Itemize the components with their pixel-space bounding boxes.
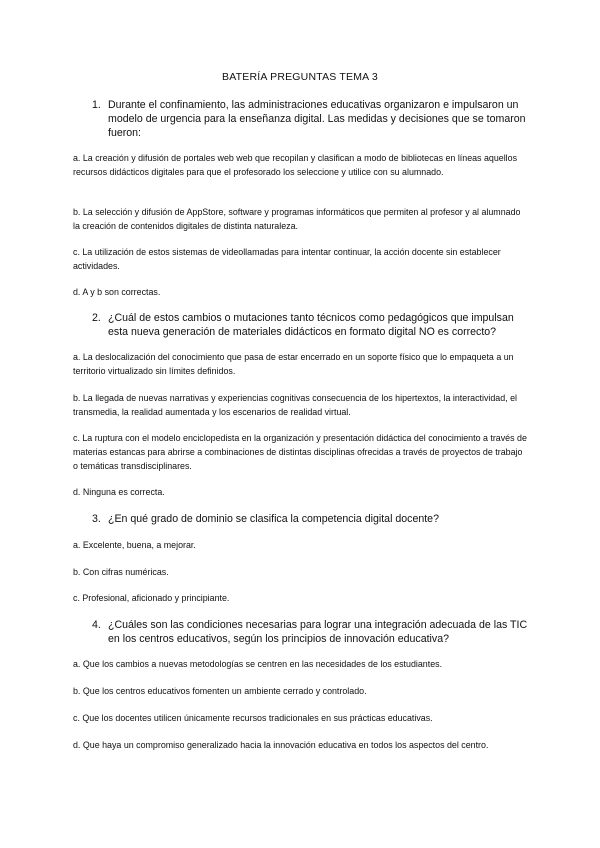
question-3: [92, 512, 532, 526]
option-1a: a. La creación y difusión de portales web web que recopilan y clasifican a modo de bibliotecas en líneas aquellos recursos didácticos digitales para que el profesorado los seleccione y utilice con su alumnado.: [73, 153, 518, 177]
question-text: ¿Cuáles son las condiciones necesarias para lograr una integración adecuada de las TIC en los centros educativos, según los principios de innovación educativa?: [108, 619, 528, 645]
question-text: Durante el confinamiento, las administraciones educativas organizaron e impulsaron un modelo de urgencia para la enseñanza digital. Las medidas y decisiones que se tomaron fueron:: [108, 99, 526, 139]
question-number: 4.: [92, 619, 101, 631]
option-2b: b. La llegada de nuevas narrativas y experiencias cognitivas consecuencia de los hipertextos, la interactividad, el transmedia, la realidad aumentada y los escenarios de realidad virtual.: [73, 393, 518, 417]
question-text: ¿Cuál de estos cambios o mutaciones tanto técnicos como pedagógicos que impulsan esta nueva generación de materiales didácticos en formato digital NO es correcto?: [108, 312, 514, 338]
option-4b: b. Que los centros educativos fomenten un ambiente cerrado y controlado.: [73, 686, 367, 696]
question-1: [92, 98, 532, 140]
option-1c: c. La utilización de estos sistemas de videollamadas para intentar continuar, la acción docente sin establecer actividades.: [73, 247, 501, 271]
question-number: 3.: [92, 513, 101, 525]
question-4: [92, 618, 532, 646]
option-3c: c. Profesional, aficionado y principiante.: [73, 593, 230, 603]
option-2d: d. Ninguna es correcta.: [73, 487, 165, 497]
option-1b: b. La selección y difusión de AppStore, software y programas informáticos que permiten al profesor y al alumnado la creación de contenidos digitales de distinta naturaleza.: [73, 207, 521, 231]
option-3b: b. Con cifras numéricas.: [73, 567, 169, 577]
question-text: ¿En qué grado de dominio se clasifica la competencia digital docente?: [108, 513, 439, 525]
question-number: 2.: [92, 312, 101, 324]
question-number: 1.: [92, 99, 101, 111]
option-2c: c. La ruptura con el modelo enciclopedista en la organización y presentación didáctica del conocimiento a través de materias estancas para abrirse a combinaciones de distintas disciplinas ofrecidas a través de proyectos de trabajo o temáticas transdisciplinares.: [73, 433, 527, 471]
option-4a: a. Que los cambios a nuevas metodologías se centren en las necesidades de los estudiantes.: [73, 659, 443, 669]
option-1d: d. A y b son correctas.: [73, 287, 161, 297]
document-title: BATERÍA PREGUNTAS TEMA 3: [222, 71, 378, 83]
option-4d: d. Que haya un compromiso generalizado hacia la innovación educativa en todos los aspectos del centro.: [73, 740, 489, 750]
option-2a: a. La deslocalización del conocimiento que pasa de estar encerrado en un soporte físico que lo empaqueta a un territorio virtualizado sin límites definidos.: [73, 352, 514, 376]
question-2: [92, 311, 532, 339]
option-3a: a. Excelente, buena, a mejorar.: [73, 540, 196, 550]
option-4c: c. Que los docentes utilicen únicamente recursos tradicionales en sus prácticas educativas.: [73, 713, 433, 723]
